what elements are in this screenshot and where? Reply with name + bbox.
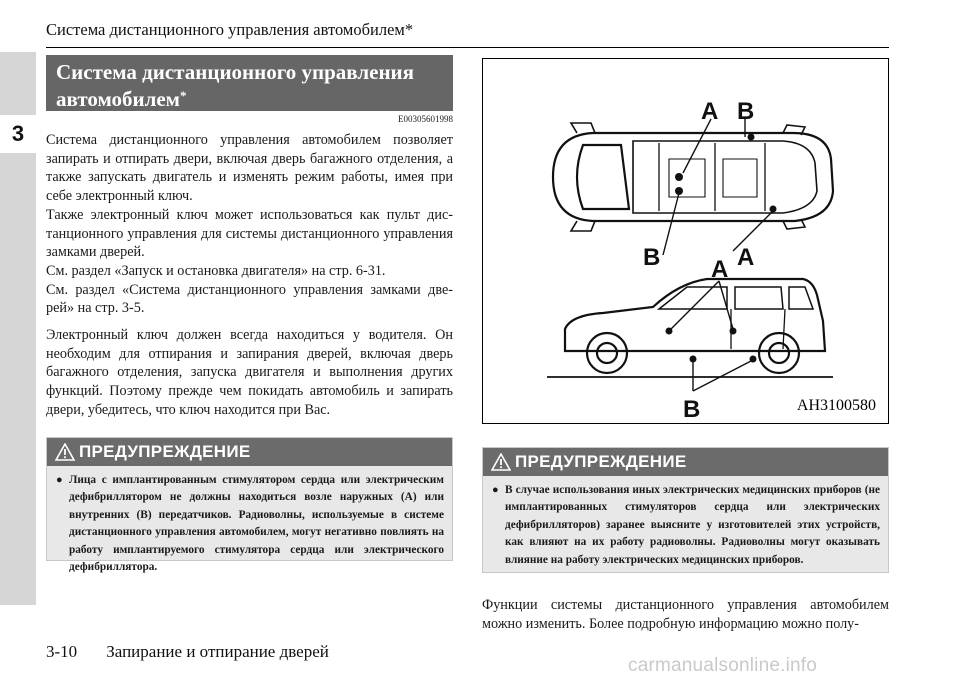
header-rule	[46, 47, 889, 48]
paragraph-key: Электронный ключ должен всегда находиться у водителя. Он необходим для отпирания и запирания дверей, включая дверь багажного отделения, запуска двигателя и выполнения других функций. Поэтому прежде чем покидать автомобиль и запирать двери, убедитесь, что ключ находится при Вас.	[46, 327, 453, 418]
side-leader-lines	[671, 281, 751, 391]
side-transmitters	[666, 328, 757, 363]
bullet-icon: ●	[492, 484, 499, 496]
figure-code: AH3100580	[796, 397, 876, 414]
warning-box-implants	[46, 437, 453, 574]
bullet-icon: ●	[56, 474, 63, 486]
warning-triangle-icon	[55, 443, 75, 461]
warning-header	[47, 438, 452, 466]
paragraph-ref-engine: См. раздел «Запуск и остановка двигателя» на стр. 6-31.	[46, 262, 386, 279]
label-top-a: A	[701, 98, 719, 125]
label-top-b: B	[737, 98, 755, 125]
paragraph-settings: Функции системы дистанционного управления автомобилем можно изменить. Более подробную информацию можно полу-	[482, 597, 889, 632]
section-title	[46, 55, 453, 111]
page-footer	[46, 642, 329, 662]
intro-text	[46, 131, 453, 318]
paragraph-intro: Система дистанционного управления автомобилем позволяет запирать и отпирать двери, включая дверь багажного отделения, а также запускать двигатель и изменять режим работы, имея при себе электронный ключ.	[46, 132, 453, 205]
warning-box-medical	[482, 447, 889, 573]
warning-text: В случае использования иных электрических медицинских приборов (не имплантированных стимуляторов сердца или электрических дефибрилляторов) заранее выясните у изготовителей этих устройств, как влияют на их работу радиоволны. Радиоволны могут оказывать влияние на работу электрических медицинских приборов.	[505, 484, 880, 566]
label-bottom-b: B	[683, 396, 701, 423]
watermark: carmanualsonline.info	[628, 655, 818, 676]
section-title-line2: автомобилем	[56, 87, 180, 111]
chapter-side-tab	[0, 52, 36, 605]
label-right-a: A	[737, 244, 755, 271]
paragraph-ref-locks: См. раздел «Система дистанционного управления замками дверей» на стр. 3-5.	[46, 281, 453, 317]
chapter-number: 3	[0, 114, 36, 154]
vehicle-diagram	[483, 59, 888, 423]
warning-header	[483, 448, 888, 476]
warning-body	[483, 476, 888, 573]
label-left-b: B	[643, 244, 661, 271]
top-transmitters	[675, 134, 777, 213]
chapter-title: Запирание и отпирание дверей	[106, 642, 329, 661]
running-head: Система дистанционного управления автомобилем*	[46, 20, 414, 39]
paragraph-remote: Также электронный ключ может использоваться как пульт дистанционного управления для системы дистанционного управления замками дверей.	[46, 206, 453, 261]
warning-heading: ПРЕДУПРЕЖДЕНИЕ	[515, 452, 687, 471]
top-view-car	[553, 123, 833, 231]
vehicle-transmitter-figure	[482, 58, 889, 424]
section-title-mark: *	[180, 88, 187, 103]
warning-heading: ПРЕДУПРЕЖДЕНИЕ	[79, 442, 251, 461]
section-title-line1: Система дистанционного управления	[56, 60, 415, 84]
page-number: 3-10	[46, 642, 78, 661]
warning-body	[47, 466, 452, 580]
section-code: E00305601998	[398, 114, 453, 124]
warning-text: Лица с имплантированным стимулятором сердца или электрическим дефибриллятором не должны находиться возле наружных (A) или внутренних (B) передатчиков. Радиоволны, используемые в системе дистанционного управления автомобилем, могут негативно повлиять на работу имплантируемого стимулятора сердца или электрического дефибриллятора.	[69, 474, 444, 574]
warning-triangle-icon	[491, 453, 511, 471]
label-side-a: A	[711, 256, 729, 283]
